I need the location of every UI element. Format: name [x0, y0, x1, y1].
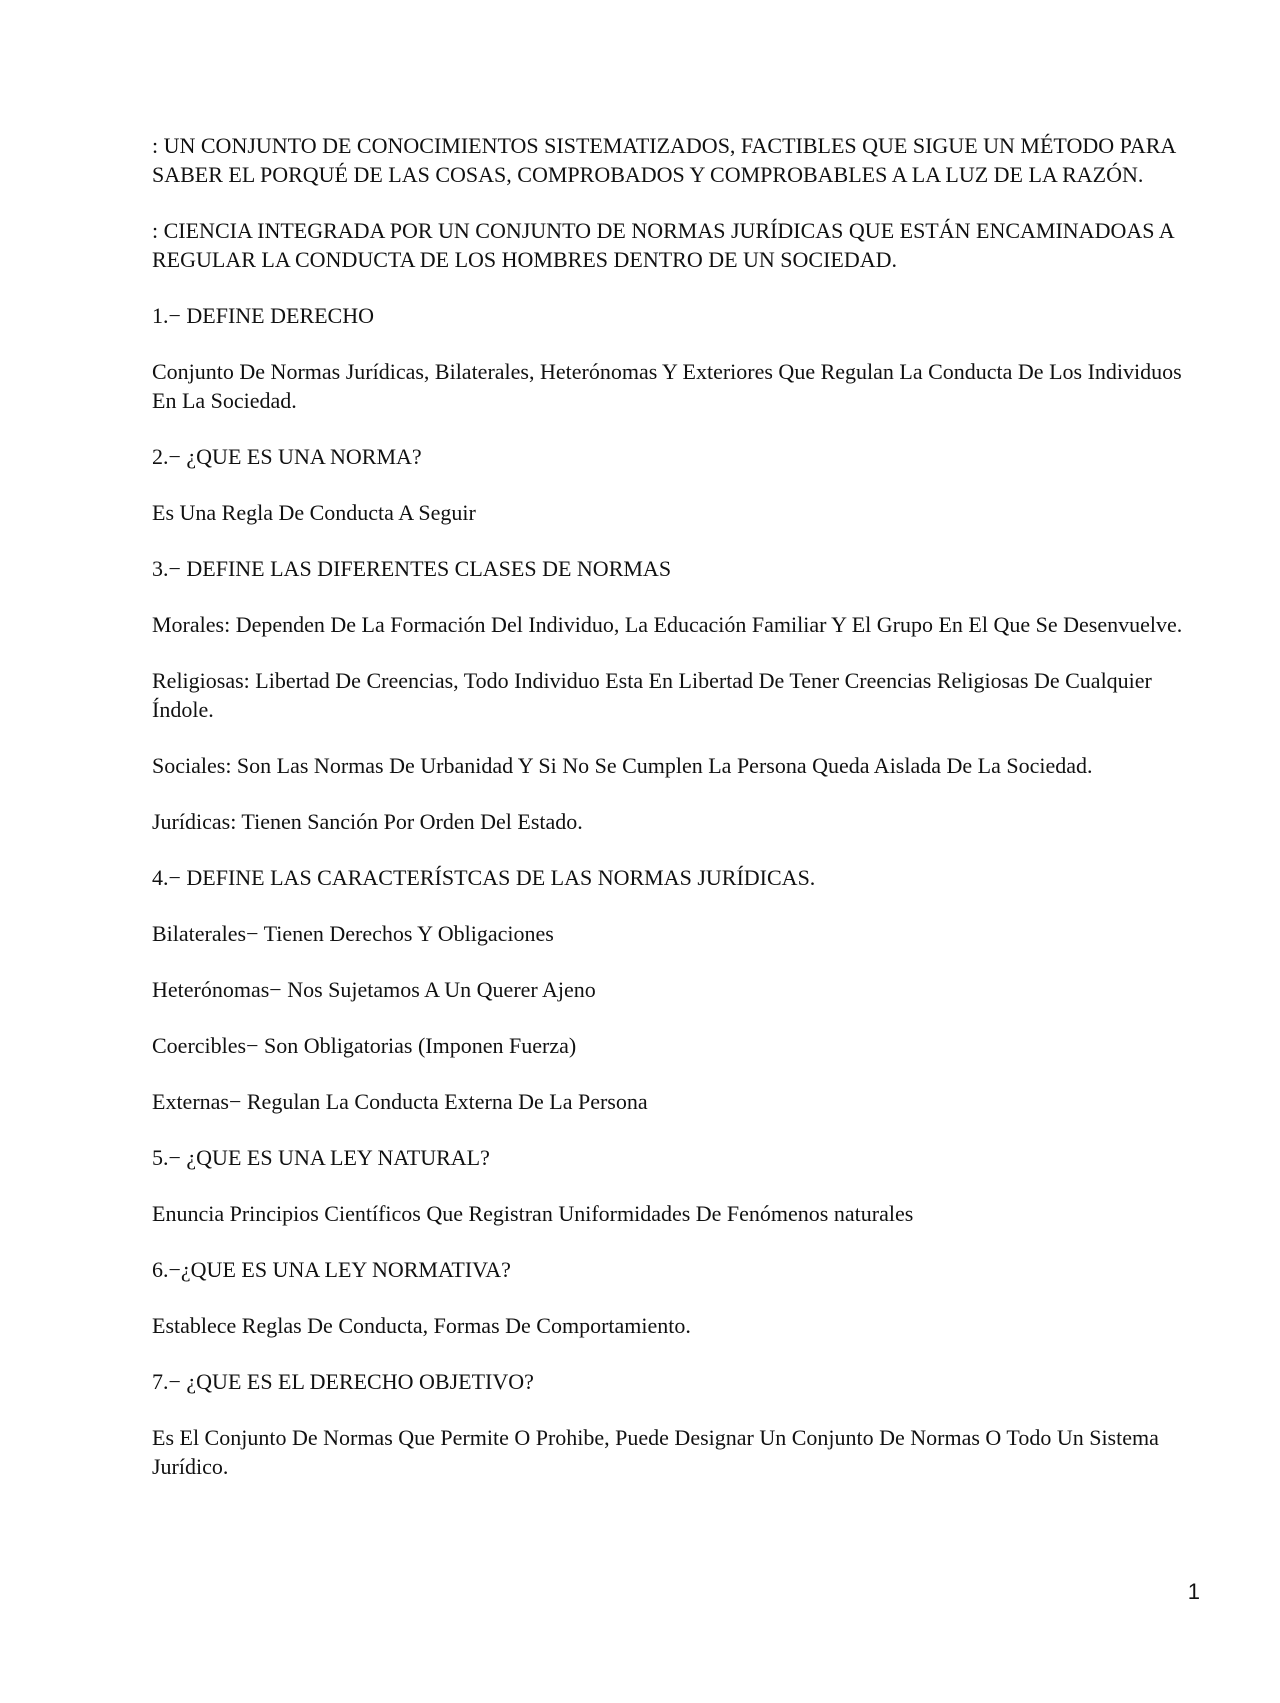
answer-3-sociales: Sociales: Son Las Normas De Urbanidad Y Si No Se Cumplen La Persona Queda Aislada De La Sociedad. [152, 753, 1093, 778]
question-2-heading: 2.− ¿QUE ES UNA NORMA? [152, 444, 422, 469]
answer-1: Conjunto De Normas Jurídicas, Bilaterales, Heterónomas Y Exteriores Que Regulan La Conducta De Los Individuos En La Sociedad. [152, 359, 1182, 413]
answer-2: Es Una Regla De Conducta A Seguir [152, 500, 476, 525]
definition-ciencia: : UN CONJUNTO DE CONOCIMIENTOS SISTEMATIZADOS, FACTIBLES QUE SIGUE UN MÉTODO PARA SABER EL PORQUÉ DE LAS COSAS, COMPROBADOS Y COMPROBABLES A LA LUZ DE LA RAZÓN. [152, 133, 1176, 187]
answer-3-religiosas: Religiosas: Libertad De Creencias, Todo Individuo Esta En Libertad De Tener Creencias Religiosas De Cualquier Índole. [152, 668, 1152, 722]
answer-3-juridicas: Jurídicas: Tienen Sanción Por Orden Del Estado. [152, 809, 583, 834]
answer-5: Enuncia Principios Científicos Que Registran Uniformidades De Fenómenos naturales [152, 1201, 914, 1226]
page-number: 1 [1187, 1579, 1200, 1604]
answer-4-externas: Externas− Regulan La Conducta Externa De La Persona [152, 1089, 648, 1114]
answer-4-heteronomas: Heterónomas− Nos Sujetamos A Un Querer Ajeno [152, 977, 596, 1002]
question-7-heading: 7.− ¿QUE ES EL DERECHO OBJETIVO? [152, 1369, 534, 1394]
question-4-heading: 4.− DEFINE LAS CARACTERÍSTCAS DE LAS NORMAS JURÍDICAS. [152, 865, 816, 890]
answer-6: Establece Reglas De Conducta, Formas De Comportamiento. [152, 1313, 691, 1338]
answer-4-coercibles: Coercibles− Son Obligatorias (Imponen Fuerza) [152, 1033, 577, 1058]
question-3-heading: 3.− DEFINE LAS DIFERENTES CLASES DE NORMAS [152, 556, 672, 581]
answer-7: Es El Conjunto De Normas Que Permite O Prohibe, Puede Designar Un Conjunto De Normas O Todo Un Sistema Jurídico. [152, 1425, 1159, 1479]
definition-derecho-ciencia: : CIENCIA INTEGRADA POR UN CONJUNTO DE NORMAS JURÍDICAS QUE ESTÁN ENCAMINADOAS A REGULAR LA CONDUCTA DE LOS HOMBRES DENTRO DE UN SOCIEDAD. [152, 218, 1174, 272]
answer-4-bilaterales: Bilaterales− Tienen Derechos Y Obligaciones [152, 921, 554, 946]
question-5-heading: 5.− ¿QUE ES UNA LEY NATURAL? [152, 1145, 490, 1170]
question-1-heading: 1.− DEFINE DERECHO [152, 303, 375, 328]
document-body [152, 131, 1192, 1508]
answer-3-morales: Morales: Dependen De La Formación Del Individuo, La Educación Familiar Y El Grupo En El Que Se Desenvuelve. [152, 612, 1183, 637]
question-6-heading: 6.−¿QUE ES UNA LEY NORMATIVA? [152, 1257, 511, 1282]
